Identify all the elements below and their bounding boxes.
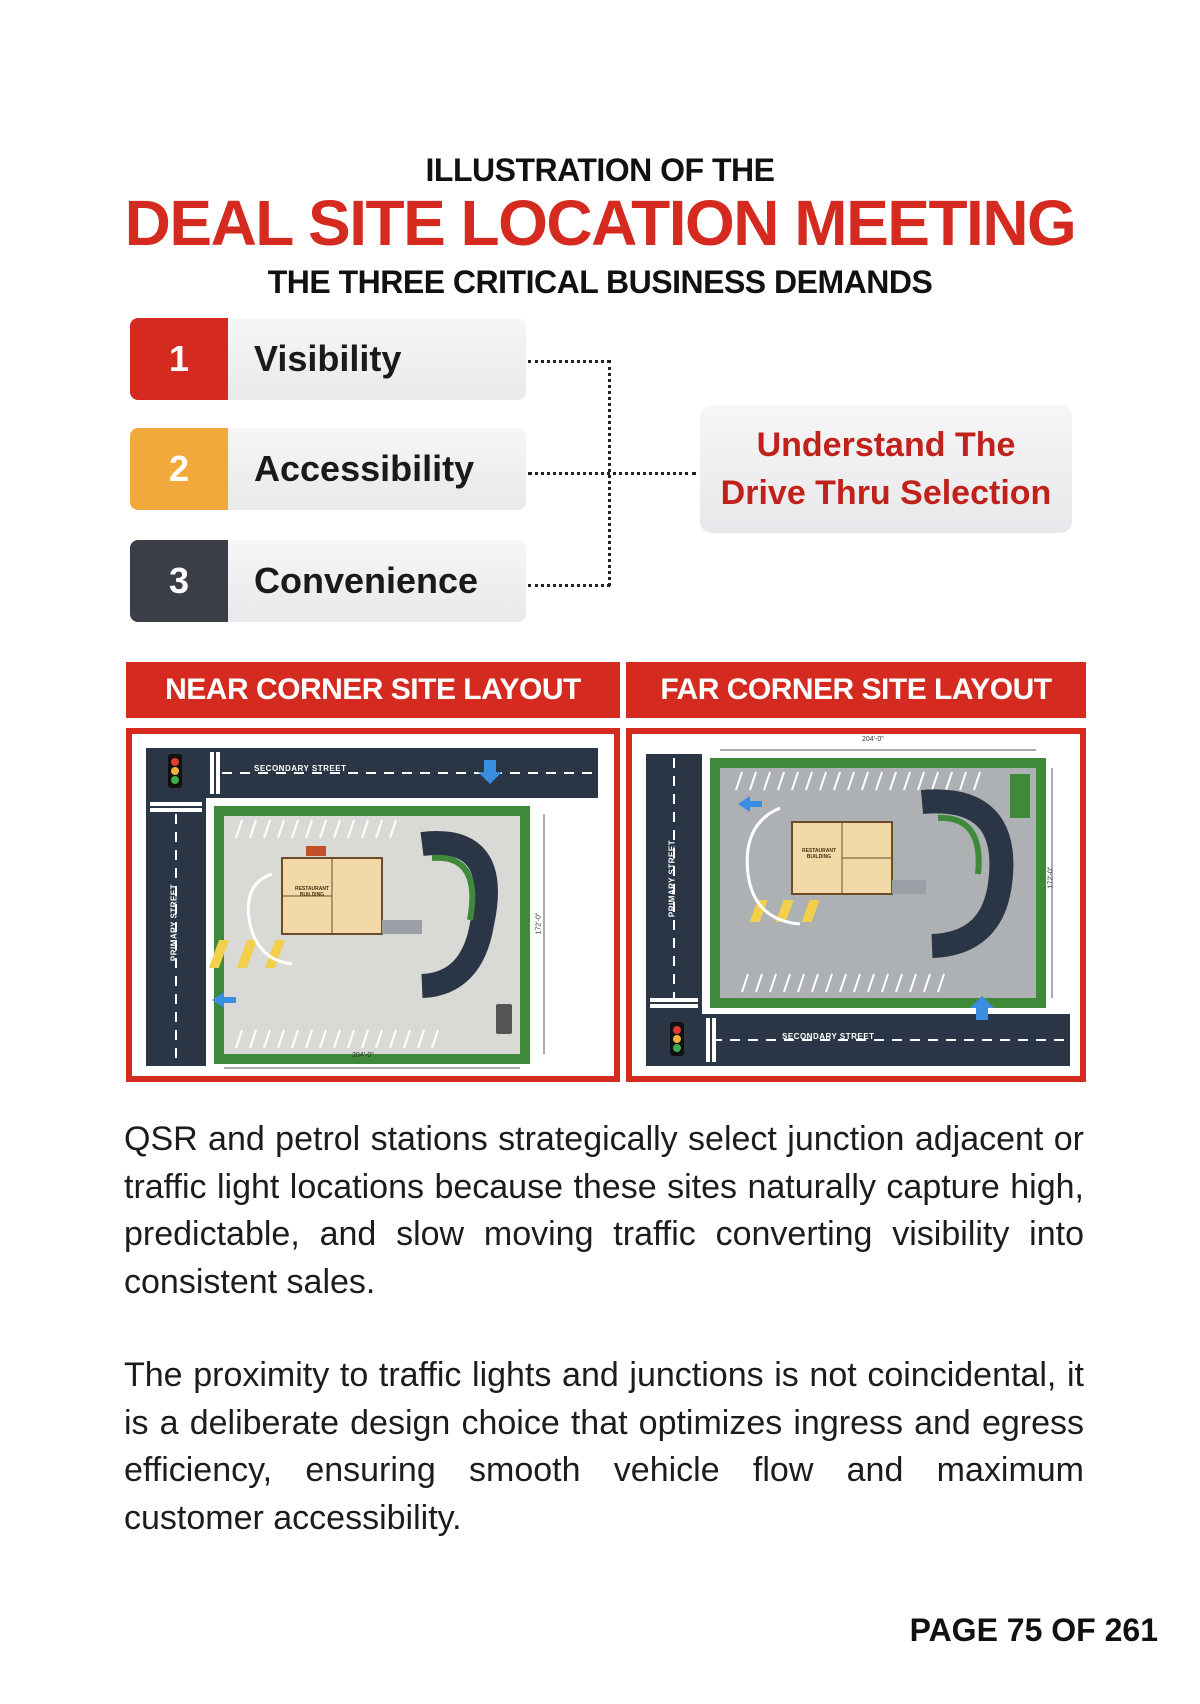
near-site-plan-graphic <box>132 734 614 1076</box>
demand-label: Convenience <box>228 540 526 622</box>
callout-line: Understand The <box>756 426 1016 464</box>
near-corner-heading: NEAR CORNER SITE LAYOUT <box>126 662 620 718</box>
page-subtitle: THE THREE CRITICAL BUSINESS DEMANDS <box>267 264 933 300</box>
secondary-street-label: SECONDARY STREET <box>782 1032 875 1041</box>
building-label: RESTAURANT BUILDING <box>801 848 837 860</box>
demand-label: Visibility <box>228 318 526 400</box>
near-corner-site-plan <box>126 728 620 1082</box>
connector-line <box>528 472 696 475</box>
dimension-vertical: 172'-0" <box>535 912 543 935</box>
building-label: RESTAURANT BUILDING <box>294 886 330 898</box>
connector-line <box>528 360 610 363</box>
dimension-horizontal: 204'-0" <box>862 736 884 743</box>
body-paragraph: QSR and petrol stations strategically select junction adjacent or traffic light locations because these sites naturally capture high, predictable, and slow moving traffic converting visibility into consistent sales. <box>124 1120 1084 1301</box>
secondary-street-label: SECONDARY STREET <box>254 764 347 773</box>
demand-label: Accessibility <box>228 428 526 510</box>
demand-item-visibility <box>130 318 526 400</box>
pre-title: ILLUSTRATION OF THE <box>425 152 775 188</box>
demand-number: 2 <box>130 428 228 510</box>
callout-line: Drive Thru Selection <box>720 474 1052 512</box>
primary-street-label: PRIMARY STREET <box>667 839 677 918</box>
demand-number: 3 <box>130 540 228 622</box>
demand-item-accessibility <box>130 428 526 510</box>
far-corner-heading: FAR CORNER SITE LAYOUT <box>626 662 1086 718</box>
demand-item-convenience <box>130 540 526 622</box>
dimension-horizontal: 204'-0" <box>352 1052 374 1059</box>
demand-number: 1 <box>130 318 228 400</box>
dimension-vertical: 172'-0" <box>1047 866 1055 889</box>
drive-thru-callout <box>700 405 1072 533</box>
body-paragraph: The proximity to traffic lights and junctions is not coincidental, it is a deliberate design choice that optimizes ingress and egress efficiency, ensuring smooth vehicle flow and maximum customer accessibility. <box>124 1356 1084 1537</box>
page-title: DEAL SITE LOCATION MEETING <box>124 187 1076 259</box>
connector-line <box>528 584 610 587</box>
far-site-plan-graphic <box>632 734 1080 1076</box>
far-corner-site-plan <box>626 728 1086 1082</box>
page-number: PAGE 75 OF 261 <box>909 1612 1158 1648</box>
fuel-pump-icon <box>496 1004 512 1034</box>
primary-street-label: PRIMARY STREET <box>169 883 179 962</box>
connector-bracket <box>608 360 611 586</box>
